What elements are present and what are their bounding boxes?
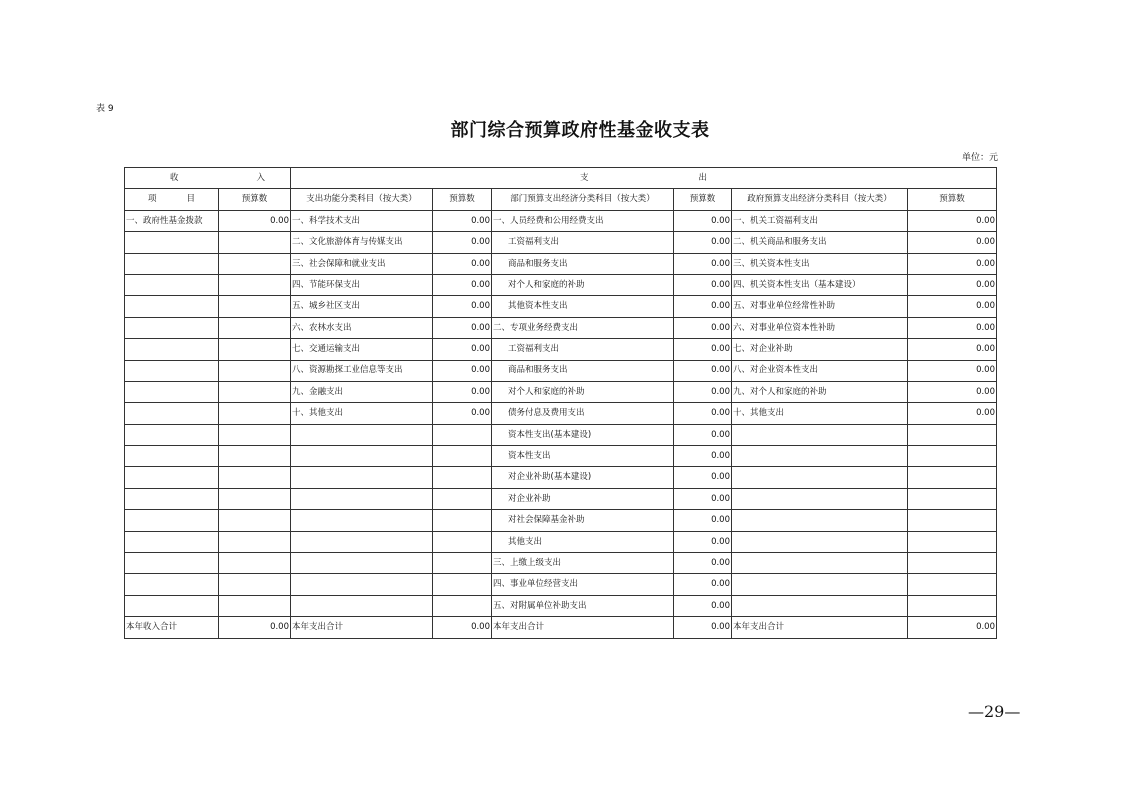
income-item-cell <box>125 360 219 381</box>
income-value-cell <box>219 296 291 317</box>
table-row <box>125 531 997 552</box>
income-item-cell <box>125 339 219 360</box>
table-row <box>125 617 997 638</box>
income-value-cell <box>219 488 291 509</box>
gov-econ-value-cell: 0.00 <box>908 296 997 317</box>
income-item-cell <box>125 274 219 295</box>
gov-econ-value-cell <box>908 467 997 488</box>
dept-econ-item-cell: 工资福利支出 <box>492 339 674 360</box>
function-item-cell: 七、交通运输支出 <box>291 339 433 360</box>
col-header-item-char-1: 项 <box>147 194 157 205</box>
dept-econ-value-cell: 0.00 <box>674 381 732 402</box>
income-value-cell <box>219 595 291 616</box>
function-item-cell <box>291 510 433 531</box>
unit-label: 单位：元 <box>961 153 998 163</box>
table-row <box>125 339 997 360</box>
dept-econ-item-cell: 商品和服务支出 <box>492 253 674 274</box>
function-value-cell: 0.00 <box>433 381 492 402</box>
function-item-cell: 八、资源勘探工业信息等支出 <box>291 360 433 381</box>
function-item-cell <box>291 467 433 488</box>
gov-econ-item-cell <box>732 510 908 531</box>
col-header-budget: 预算数 <box>433 189 492 210</box>
table-row <box>125 403 997 424</box>
dept-econ-value-cell: 0.00 <box>674 510 732 531</box>
dept-econ-value-cell: 0.00 <box>674 360 732 381</box>
dept-econ-value-cell: 0.00 <box>674 232 732 253</box>
dept-econ-item-cell: 资本性支出 <box>492 446 674 467</box>
income-item-cell <box>125 595 219 616</box>
function-value-cell: 0.00 <box>433 210 492 231</box>
function-item-cell: 二、文化旅游体育与传媒支出 <box>291 232 433 253</box>
gov-econ-value-cell: 0.00 <box>908 617 997 638</box>
table-row <box>125 317 997 338</box>
dept-econ-item-cell: 资本性支出(基本建设) <box>492 424 674 445</box>
gov-econ-item-cell: 本年支出合计 <box>732 617 908 638</box>
function-item-cell: 本年支出合计 <box>291 617 433 638</box>
function-item-cell: 四、节能环保支出 <box>291 274 433 295</box>
function-value-cell: 0.00 <box>433 296 492 317</box>
income-header-char-1: 收 <box>170 172 179 183</box>
dept-econ-value-cell: 0.00 <box>674 403 732 424</box>
dept-econ-item-cell: 二、专项业务经费支出 <box>492 317 674 338</box>
function-value-cell: 0.00 <box>433 403 492 424</box>
col-header-budget: 预算数 <box>908 189 997 210</box>
income-item-cell <box>125 531 219 552</box>
income-value-cell <box>219 510 291 531</box>
dept-econ-item-cell: 对企业补助(基本建设) <box>492 467 674 488</box>
gov-econ-value-cell: 0.00 <box>908 403 997 424</box>
gov-econ-item-cell <box>732 467 908 488</box>
gov-econ-value-cell <box>908 553 997 574</box>
gov-econ-value-cell: 0.00 <box>908 317 997 338</box>
function-value-cell <box>433 574 492 595</box>
function-value-cell: 0.00 <box>433 253 492 274</box>
col-header-function-class: 支出功能分类科目（按大类） <box>291 189 433 210</box>
function-value-cell <box>433 595 492 616</box>
table-row <box>125 595 997 616</box>
col-header-budget: 预算数 <box>219 189 291 210</box>
dept-econ-value-cell: 0.00 <box>674 210 732 231</box>
gov-econ-item-cell: 八、对企业资本性支出 <box>732 360 908 381</box>
gov-econ-item-cell <box>732 574 908 595</box>
function-item-cell: 十、其他支出 <box>291 403 433 424</box>
gov-econ-value-cell: 0.00 <box>908 339 997 360</box>
function-value-cell: 0.00 <box>433 274 492 295</box>
function-item-cell <box>291 488 433 509</box>
function-item-cell <box>291 446 433 467</box>
income-value-cell <box>219 274 291 295</box>
income-value-cell <box>219 424 291 445</box>
gov-econ-value-cell: 0.00 <box>908 232 997 253</box>
income-value-cell <box>219 232 291 253</box>
dept-econ-item-cell: 债务付息及费用支出 <box>492 403 674 424</box>
gov-econ-value-cell <box>908 446 997 467</box>
function-item-cell: 九、金融支出 <box>291 381 433 402</box>
function-value-cell <box>433 510 492 531</box>
gov-econ-item-cell <box>732 446 908 467</box>
table-row <box>125 253 997 274</box>
table-row <box>125 467 997 488</box>
gov-econ-item-cell: 十、其他支出 <box>732 403 908 424</box>
income-item-cell <box>125 403 219 424</box>
function-value-cell <box>433 424 492 445</box>
gov-econ-value-cell <box>908 510 997 531</box>
income-item-cell <box>125 296 219 317</box>
income-value-cell: 0.00 <box>219 617 291 638</box>
table-row <box>125 381 997 402</box>
dept-econ-value-cell: 0.00 <box>674 446 732 467</box>
income-item-cell <box>125 253 219 274</box>
dept-econ-item-cell: 一、人员经费和公用经费支出 <box>492 210 674 231</box>
gov-econ-value-cell: 0.00 <box>908 274 997 295</box>
dept-econ-value-cell: 0.00 <box>674 296 732 317</box>
income-value-cell <box>219 446 291 467</box>
function-item-cell <box>291 531 433 552</box>
income-value-cell <box>219 253 291 274</box>
col-header-item <box>125 189 219 210</box>
income-value-cell <box>219 467 291 488</box>
gov-econ-item-cell <box>732 595 908 616</box>
dept-econ-value-cell: 0.00 <box>674 488 732 509</box>
table-row <box>125 232 997 253</box>
gov-econ-item-cell: 三、机关资本性支出 <box>732 253 908 274</box>
gov-econ-value-cell: 0.00 <box>908 381 997 402</box>
dept-econ-item-cell: 对个人和家庭的补助 <box>492 381 674 402</box>
dept-econ-item-cell: 对个人和家庭的补助 <box>492 274 674 295</box>
dept-econ-item-cell: 五、对附属单位补助支出 <box>492 595 674 616</box>
income-item-cell <box>125 232 219 253</box>
table-row <box>125 553 997 574</box>
table-body <box>125 210 997 638</box>
dept-econ-value-cell: 0.00 <box>674 531 732 552</box>
function-item-cell <box>291 574 433 595</box>
income-item-cell <box>125 467 219 488</box>
function-item-cell: 五、城乡社区支出 <box>291 296 433 317</box>
dept-econ-item-cell: 对社会保障基金补助 <box>492 510 674 531</box>
budget-table <box>124 167 997 639</box>
function-value-cell: 0.00 <box>433 360 492 381</box>
gov-econ-value-cell: 0.00 <box>908 210 997 231</box>
income-item-cell <box>125 553 219 574</box>
income-value-cell <box>219 360 291 381</box>
col-header-budget: 预算数 <box>674 189 732 210</box>
function-value-cell <box>433 531 492 552</box>
gov-econ-item-cell: 七、对企业补助 <box>732 339 908 360</box>
gov-econ-value-cell: 0.00 <box>908 360 997 381</box>
function-item-cell <box>291 595 433 616</box>
gov-econ-item-cell <box>732 531 908 552</box>
header-group-row <box>125 168 997 189</box>
function-item-cell: 三、社会保障和就业支出 <box>291 253 433 274</box>
dept-econ-value-cell: 0.00 <box>674 253 732 274</box>
gov-econ-value-cell <box>908 488 997 509</box>
dept-econ-value-cell: 0.00 <box>674 595 732 616</box>
gov-econ-item-cell: 四、机关资本性支出（基本建设） <box>732 274 908 295</box>
function-value-cell: 0.00 <box>433 232 492 253</box>
dept-econ-value-cell: 0.00 <box>674 553 732 574</box>
income-item-cell <box>125 446 219 467</box>
function-item-cell: 六、农林水支出 <box>291 317 433 338</box>
col-header-dept-economic-class: 部门预算支出经济分类科目（按大类） <box>492 189 674 210</box>
income-value-cell <box>219 531 291 552</box>
dept-econ-item-cell: 本年支出合计 <box>492 617 674 638</box>
gov-econ-value-cell <box>908 531 997 552</box>
gov-econ-value-cell <box>908 574 997 595</box>
dept-econ-item-cell: 三、上缴上级支出 <box>492 553 674 574</box>
dept-econ-item-cell: 四、事业单位经营支出 <box>492 574 674 595</box>
gov-econ-item-cell <box>732 553 908 574</box>
expense-group-header <box>291 168 997 189</box>
table-row <box>125 424 997 445</box>
income-item-cell <box>125 574 219 595</box>
income-value-cell <box>219 553 291 574</box>
header-column-row <box>125 189 997 210</box>
table-row <box>125 574 997 595</box>
table-row <box>125 446 997 467</box>
gov-econ-value-cell: 0.00 <box>908 253 997 274</box>
dept-econ-value-cell: 0.00 <box>674 617 732 638</box>
gov-econ-item-cell <box>732 488 908 509</box>
income-group-header <box>125 168 291 189</box>
income-item-cell: 本年收入合计 <box>125 617 219 638</box>
gov-econ-item-cell: 二、机关商品和服务支出 <box>732 232 908 253</box>
function-item-cell: 一、科学技术支出 <box>291 210 433 231</box>
document-title: 部门综合预算政府性基金收支表 <box>450 120 710 141</box>
dept-econ-value-cell: 0.00 <box>674 467 732 488</box>
col-header-item-char-2: 目 <box>186 194 196 205</box>
dept-econ-value-cell: 0.00 <box>674 424 732 445</box>
table-row <box>125 210 997 231</box>
income-item-cell <box>125 424 219 445</box>
function-value-cell <box>433 467 492 488</box>
expense-header-char-1: 支 <box>579 172 589 183</box>
page-number: —29— <box>968 702 1021 721</box>
gov-econ-item-cell: 一、机关工资福利支出 <box>732 210 908 231</box>
table-row <box>125 360 997 381</box>
expense-header-char-2: 出 <box>698 172 708 183</box>
income-item-cell: 一、政府性基金拨款 <box>125 210 219 231</box>
function-value-cell <box>433 446 492 467</box>
income-header-char-2: 入 <box>256 172 265 183</box>
dept-econ-item-cell: 工资福利支出 <box>492 232 674 253</box>
gov-econ-item-cell: 九、对个人和家庭的补助 <box>732 381 908 402</box>
gov-econ-item-cell: 五、对事业单位经常性补助 <box>732 296 908 317</box>
function-value-cell <box>433 553 492 574</box>
table-row <box>125 274 997 295</box>
function-item-cell <box>291 553 433 574</box>
income-value-cell <box>219 317 291 338</box>
income-item-cell <box>125 381 219 402</box>
gov-econ-item-cell: 六、对事业单位资本性补助 <box>732 317 908 338</box>
function-value-cell <box>433 488 492 509</box>
dept-econ-item-cell: 其他资本性支出 <box>492 296 674 317</box>
income-item-cell <box>125 510 219 531</box>
table-number: 表 9 <box>96 104 114 114</box>
income-item-cell <box>125 488 219 509</box>
function-value-cell: 0.00 <box>433 339 492 360</box>
dept-econ-value-cell: 0.00 <box>674 274 732 295</box>
income-value-cell <box>219 403 291 424</box>
gov-econ-value-cell <box>908 424 997 445</box>
dept-econ-value-cell: 0.00 <box>674 339 732 360</box>
income-value-cell <box>219 339 291 360</box>
dept-econ-item-cell: 对企业补助 <box>492 488 674 509</box>
income-value-cell <box>219 381 291 402</box>
table-row <box>125 510 997 531</box>
table-row <box>125 296 997 317</box>
dept-econ-value-cell: 0.00 <box>674 317 732 338</box>
gov-econ-item-cell <box>732 424 908 445</box>
dept-econ-value-cell: 0.00 <box>674 574 732 595</box>
income-value-cell <box>219 574 291 595</box>
income-item-cell <box>125 317 219 338</box>
col-header-gov-economic-class: 政府预算支出经济分类科目（按大类） <box>732 189 908 210</box>
function-value-cell: 0.00 <box>433 317 492 338</box>
dept-econ-item-cell: 其他支出 <box>492 531 674 552</box>
income-value-cell: 0.00 <box>219 210 291 231</box>
function-value-cell: 0.00 <box>433 617 492 638</box>
gov-econ-value-cell <box>908 595 997 616</box>
table-row <box>125 488 997 509</box>
dept-econ-item-cell: 商品和服务支出 <box>492 360 674 381</box>
function-item-cell <box>291 424 433 445</box>
